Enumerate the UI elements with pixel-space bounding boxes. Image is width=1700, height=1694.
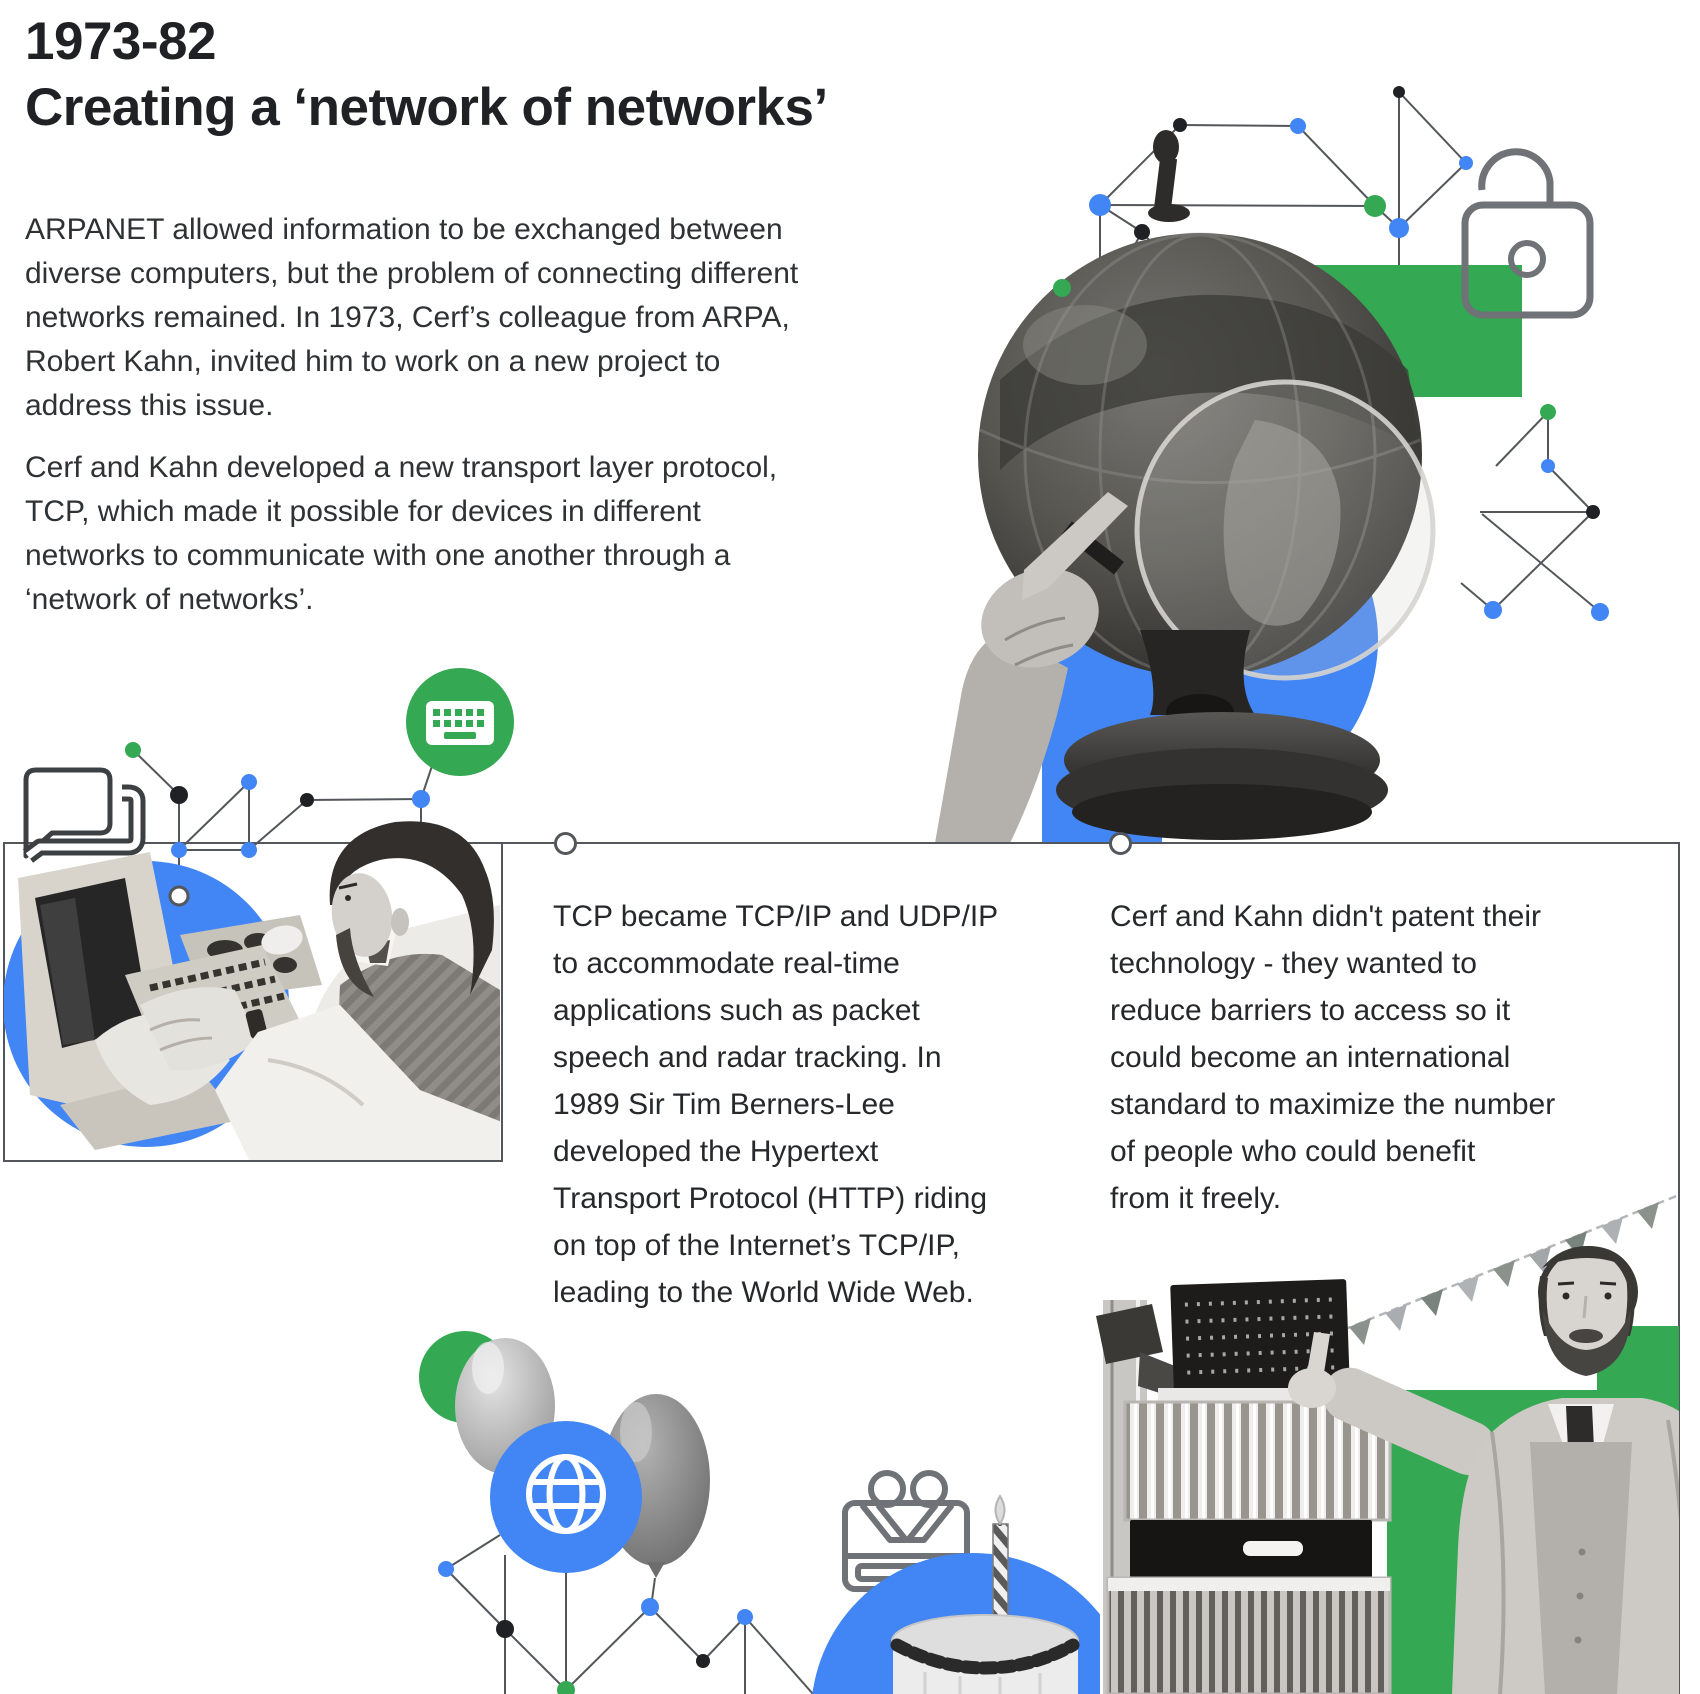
chat-bubbles-icon (26, 770, 137, 856)
panel-column-1: TCP became TCP/IP and UDP/IP to accommodate real-time applications such as packet speech and radar tracking. In 1989 Sir Tim Berners-Lee developed the Hypertext Transport Protocol (HTTP) riding on top of the Internet’s TCP/IP, leading to the World Wide Web. (553, 900, 999, 1309)
globe-illustration-cluster (900, 60, 1700, 843)
man-at-terminal-photo (3, 821, 502, 1162)
page-title: Creating a ‘network of networks’ (25, 78, 828, 137)
era-heading: 1973-82 (25, 12, 217, 71)
intro-paragraph-1: ARPANET allowed information to be exchanged between diverse computers, but the problem of connecting different networks remained. In 1973, Cerf’s colleague from ARPA, Robert Kahn, invited him to work on a new project to address this issue. (25, 213, 799, 422)
globe-web-icon (490, 1421, 642, 1573)
keyboard-icon (406, 668, 514, 776)
photo-box-bottom-border (3, 1160, 503, 1162)
panel-top-border (502, 842, 1679, 844)
panel-column-2: Cerf and Kahn didn't patent their technology - they wanted to reduce barriers to access so it could become an international standard to maximize the number of people who could benefit from it freely. (1110, 900, 1556, 1215)
network-node-dots-bottom (438, 1561, 753, 1694)
network-node-white (170, 887, 188, 905)
network-graph-bottom (446, 1535, 813, 1694)
intro-paragraph-2: Cerf and Kahn developed a new transport layer protocol, TCP, which made it possible for devices in different networks to communicate with one another through a ‘network of networks’. (25, 451, 778, 616)
celebration-illustration-cluster (370, 1190, 1100, 1694)
presentation-illustration-cluster (1085, 1150, 1679, 1694)
computer-rack-photo (1096, 1279, 1390, 1694)
terminal-illustration-cluster (0, 640, 560, 1200)
photo-box-right-border (501, 842, 503, 1162)
panel-connector-circle-1 (554, 832, 577, 855)
network-graph-right (1461, 412, 1600, 612)
panel-connector-circle-2 (1109, 832, 1132, 855)
hand-magnifier-globe-photo (935, 130, 1433, 843)
